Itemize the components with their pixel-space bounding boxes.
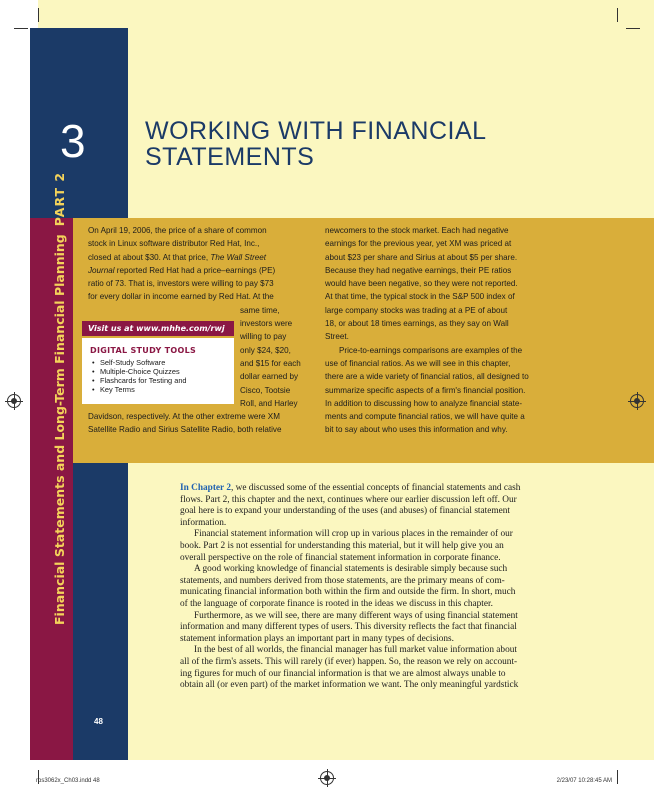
body-line: A good working knowledge of financial statements is desirable simply because such (194, 564, 508, 575)
body-line: all of the firm's assets. This will rarely (if ever) happen. So, the reason we rely on account- (180, 656, 518, 667)
chapter-2-link[interactable]: In Chapter 2 (180, 483, 231, 493)
intro-line: ments and compute financial ratios, we will have quite a (325, 412, 525, 422)
body-line (180, 483, 550, 495)
part-number: PART 2 (52, 171, 67, 227)
footer-file-info: ros3062x_Ch03.indd 48 (36, 778, 100, 784)
intro-right-column (325, 224, 545, 437)
body-line: information. (180, 517, 227, 528)
intro-line: newcomers to the stock market. Each had negative (325, 226, 509, 235)
body-line: municating financial information both within the firm and outside the firm. In short, much (180, 587, 516, 598)
chapter-title-line: STATEMENTS (145, 143, 315, 171)
blue-lower-band (73, 460, 128, 760)
intro-line: same time, (240, 305, 280, 315)
intro-line: Cisco, Tootsie (240, 385, 291, 395)
intro-line: large company stocks was trading at a PE of about (325, 305, 508, 315)
part-side-label (52, 171, 67, 625)
intro-line: Street. (325, 332, 349, 342)
list-item: • Flashcards for Testing and (90, 376, 228, 385)
registration-mark-icon (630, 394, 644, 408)
body-line: overall perspective on the role of financial statement information in corporate finance. (180, 552, 501, 563)
intro-line: investors were (240, 319, 293, 329)
crop-mark (14, 28, 28, 29)
list-item: • Key Terms (90, 385, 228, 394)
crop-mark (617, 770, 618, 784)
registration-mark-icon (320, 771, 334, 785)
intro-line: Davidson, respectively. At the other extreme were XM (88, 412, 280, 422)
body-line: In the best of all worlds, the financial manager has full market value information about (194, 645, 517, 656)
intro-line: ratio of 73. That is, investors were willing to pay $73 (88, 279, 274, 289)
chapter-number: 3 (60, 115, 86, 167)
intro-line: summarize specific aspects of a firm's financial position. (325, 385, 526, 395)
body-line: flows. Part 2, this chapter and the next, continues where our earlier discussion left off. Our (180, 494, 517, 505)
intro-line: Price-to-earnings comparisons are examples of the (339, 345, 523, 355)
intro-text: closed at about $30. At that price, (88, 252, 211, 262)
body-line: Financial statement information will crop up in various places in the remainder of our (194, 529, 513, 540)
intro-line: about $23 per share and Sirius at about $5 per share. (325, 252, 518, 262)
intro-line: would have been negative, so they were not reported. (325, 279, 518, 289)
body-line: information and many different types of users. This diversity reflects the fact that financial (180, 622, 517, 633)
intro-line: and $15 for each (240, 358, 301, 368)
study-tools-list (90, 358, 228, 394)
intro-line: Because they had negative earnings, their PE ratios (325, 265, 512, 275)
intro-line: earnings for the previous year, yet XM was priced at (325, 239, 512, 249)
body-text-span: , we discussed some of the essential concepts of financial statements and cash (230, 483, 521, 493)
intro-line: dollar earned by (240, 372, 299, 382)
body-line: Furthermore, as we will see, there are many different ways of using financial statement (194, 610, 518, 621)
body-line: of the language of corporate finance is rooted in the ideas we discuss in this chapter. (180, 598, 493, 609)
intro-line: only $24, $20, (240, 345, 291, 355)
intro-text: reported Red Hat had a price–earnings (PE) (114, 265, 276, 275)
chapter-title (145, 118, 487, 170)
body-line: book. Part 2 is not essential for understanding this material, but it will help give you an (180, 540, 504, 551)
intro-line: for every dollar in income earned by Red Hat. At the (88, 292, 274, 302)
list-item: • Multiple-Choice Quizzes (90, 367, 228, 376)
intro-line: At that time, the typical stock in the S&P 500 index of (325, 292, 515, 302)
intro-line: willing to pay (240, 332, 287, 342)
intro-line: On April 19, 2006, the price of a share of common (88, 226, 267, 235)
part-title: Financial Statements and Long-Term Financial Planning (52, 234, 67, 625)
body-line: statements, and numbers derived from those statements, are the primary means of com- (180, 575, 505, 586)
intro-line (88, 264, 313, 277)
intro-line: use of financial ratios. As we will see in this chapter, (325, 358, 511, 368)
list-item: • Self-Study Software (90, 358, 228, 367)
visit-website-link[interactable]: Visit us at www.mhhe.com/rwj (82, 321, 234, 336)
publication-name: The Wall Street (210, 252, 267, 262)
intro-line: Satellite Radio and Sirius Satellite Radio, both relative (88, 425, 282, 435)
body-line: obtain all (or even part) of the market information we want. The only meaningful yardstick (180, 680, 519, 691)
publication-name: Journal (88, 265, 115, 275)
intro-line: Roll, and Harley (240, 398, 298, 408)
intro-line: 18, or about 18 times earnings, as they say on Wall (325, 319, 509, 329)
registration-mark-icon (7, 394, 21, 408)
intro-line: there are a wide variety of financial ratios, all designed to (325, 372, 529, 382)
intro-line (88, 251, 313, 264)
crop-mark (626, 28, 640, 29)
footer-timestamp: 2/23/07 10:28:45 AM (556, 778, 612, 784)
body-line: ing figures for much of our financial information is that we are almost always unable to (180, 668, 506, 679)
crop-mark (617, 8, 618, 22)
crop-mark (38, 8, 39, 22)
body-text (180, 483, 550, 692)
body-line: goal here is to expand your understanding of the uses (and abuses) of financial statement (180, 506, 510, 517)
chapter-title-line: WORKING WITH FINANCIAL (145, 117, 487, 145)
digital-study-tools-box (82, 338, 234, 404)
body-line: statement information plays an important part in many types of decisions. (180, 633, 454, 644)
intro-line: In addition to discussing how to analyze financial state- (325, 398, 523, 408)
intro-line: stock in Linux software distributor Red Hat, Inc., (88, 239, 260, 249)
intro-line: bit to say about who uses this information and why. (325, 425, 508, 435)
study-tools-title: DIGITAL STUDY TOOLS (90, 346, 197, 355)
page-number: 48 (94, 717, 103, 726)
